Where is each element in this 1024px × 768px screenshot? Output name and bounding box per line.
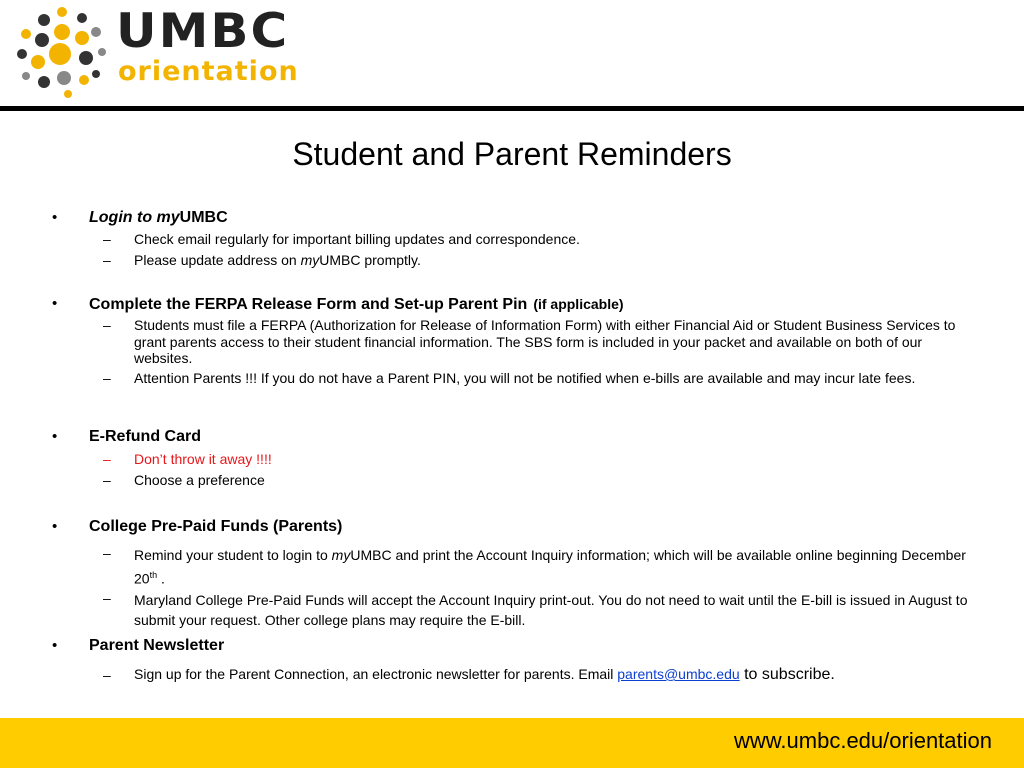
text-italic: my [331,547,351,563]
dash-icon: – [103,545,111,561]
text-part: Remind your student to login to [134,547,332,563]
list-item: Don’t throw it away !!!! [134,451,272,467]
logo-orientation-text: orientation [118,56,299,87]
text-part: Please update address on [134,252,301,268]
bullet-icon: • [52,637,58,654]
text-part: Sign up for the Parent Connection, an electronic newsletter for parents. Email [134,666,618,682]
text-part: UMBC and print the Account Inquiry information; which will be available online beginning December 20 [134,547,966,587]
section-heading-erefund: E-Refund Card [89,428,201,445]
text-part: . [157,570,165,587]
dash-icon: – [103,370,111,386]
text-part: UMBC promptly. [319,252,421,268]
list-item: Check email regularly for important billing updates and correspondence. [134,231,580,247]
section-heading-login [89,208,228,228]
section-heading-newsletter: Parent Newsletter [89,637,225,654]
dash-icon: – [103,590,111,606]
heading-note: (if applicable) [533,296,624,312]
bullet-icon: • [52,428,58,445]
dash-icon: – [103,252,111,268]
logo-umbc-text: UMBC [116,3,290,59]
dash-icon: – [103,317,111,333]
superscript: th [149,570,158,580]
dash-icon: – [103,472,111,488]
list-item: Maryland College Pre-Paid Funds will accept the Account Inquiry print-out. You do not need to wait until the E-bill is issued in August to submit your request. Other college plans may require the E-bill. [134,592,968,628]
section-heading-ferpa [89,294,624,315]
text-italic: my [300,252,320,268]
heading-rest: UMBC [179,209,228,226]
footer-url: www.umbc.edu/orientation [733,728,992,753]
list-item: Attention Parents !!! If you do not have a Parent PIN, you will not be notified when e-bills are available and may incur late fees. [134,370,916,386]
bullet-icon: • [52,518,58,535]
footer-bar [0,718,1024,768]
dash-icon: – [103,667,111,683]
email-link[interactable]: parents@umbc.edu [617,666,740,682]
list-item: Students must file a FERPA (Authorization for Release of Information Form) with either Financial Aid or Student Business Services to grant parents access to their student financial information. The SBS form is included in your packet and available on both of our websites. [134,317,956,366]
list-item [134,666,984,684]
bullet-icon: • [52,209,58,226]
list-item [134,545,984,589]
dash-icon: – [103,451,111,467]
heading-italic: Login to my [89,209,180,226]
section-heading-prepaid: College Pre-Paid Funds (Parents) [89,518,343,535]
bullet-icon: • [52,295,58,312]
list-item [134,252,984,269]
header-divider [0,106,1024,111]
text-part: to subscribe. [739,666,835,683]
list-item: Choose a preference [134,472,265,488]
heading-text: Complete the FERPA Release Form and Set-up Parent Pin [89,296,528,313]
umbc-logo-dots-icon [14,4,110,100]
dash-icon: – [103,231,111,247]
page-title: Student and Parent Reminders [292,136,732,172]
